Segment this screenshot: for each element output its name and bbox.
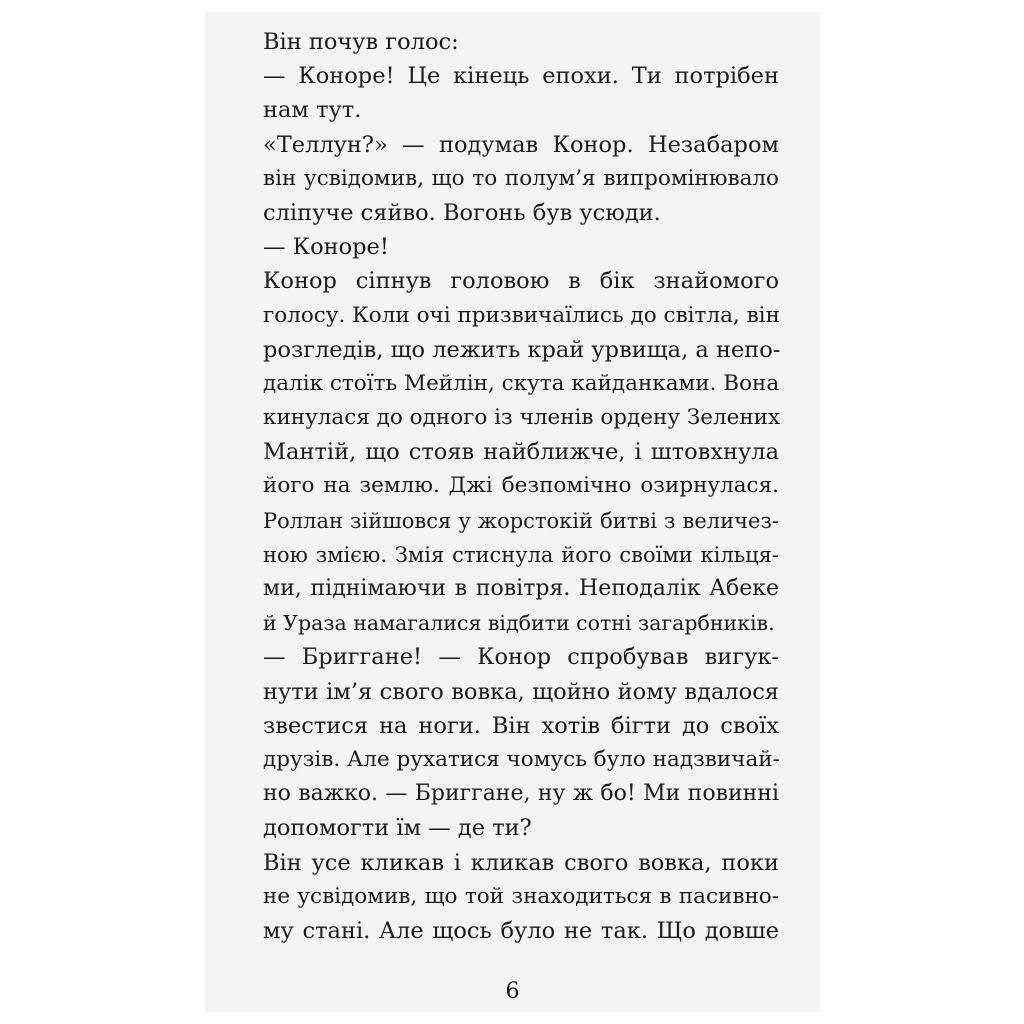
text-line: Конор сіпнув головою в бік знайомого xyxy=(263,268,779,295)
text-line: розгледів, що лежить край урвища, а непо- xyxy=(263,336,781,363)
text-line: Він почув голос: xyxy=(263,29,459,55)
text-line: — Коноре! xyxy=(263,234,389,261)
text-line: ною змією. Змія стиснула його своїми кільця- xyxy=(263,542,779,567)
page-number: 6 xyxy=(505,979,520,1004)
text-line: допомогти їм — де ти? xyxy=(263,815,532,842)
text-line: нам тут. xyxy=(263,97,362,124)
text-line: му стані. Але щось було не так. Що довше xyxy=(263,917,779,944)
text-line: ми, піднімаючи в повітря. Неподалік Абеке xyxy=(263,576,779,601)
text-line: голосу. Коли очі призвичаїлись до світла, він xyxy=(263,302,780,328)
text-line: — Бриггане! — Конор спробував вигук- xyxy=(263,644,779,671)
text-line: не усвідомив, що той знаходиться в пасивно- xyxy=(263,883,779,909)
text-line: й Ураза намагалися відбити сотні загарбників. xyxy=(263,611,775,636)
text-line: кинулася до одного із членів ордену Зелених xyxy=(263,405,781,431)
text-line: сліпуче сяйво. Вогонь був усюди. xyxy=(263,199,661,226)
text-line: друзів. Але рухатися чомусь було надзвичай- xyxy=(263,746,780,772)
book-page xyxy=(205,12,820,1012)
text-line: — Коноре! Це кінець епохи. Ти потрібен xyxy=(263,63,779,90)
text-line: далік стоїть Мейлін, скута кайданками. Вона xyxy=(263,370,780,396)
text-line: но важко. — Бриггане, ну ж бо! Ми повинні xyxy=(263,781,779,807)
page-text xyxy=(263,25,779,948)
text-line: його на землю. Джі безпомічно озирнулася. xyxy=(263,473,779,499)
text-line: Він усе кликав і кликав свого вовка, поки xyxy=(263,849,779,876)
text-line: звестися на ноги. Він хотів бігти до своїх xyxy=(263,712,779,739)
text-line: він усвідомив, що то полум’я випромінювало xyxy=(263,165,779,191)
text-line: Мантій, що стояв найближче, і штовхнула xyxy=(263,439,779,466)
text-line: нути ім’я свого вовка, щойно йому вдалося xyxy=(263,678,779,705)
text-line: «Теллун?» — подумав Конор. Незабаром xyxy=(263,131,779,158)
text-line: Роллан зійшовся у жорстокій битві з величез- xyxy=(263,508,779,533)
